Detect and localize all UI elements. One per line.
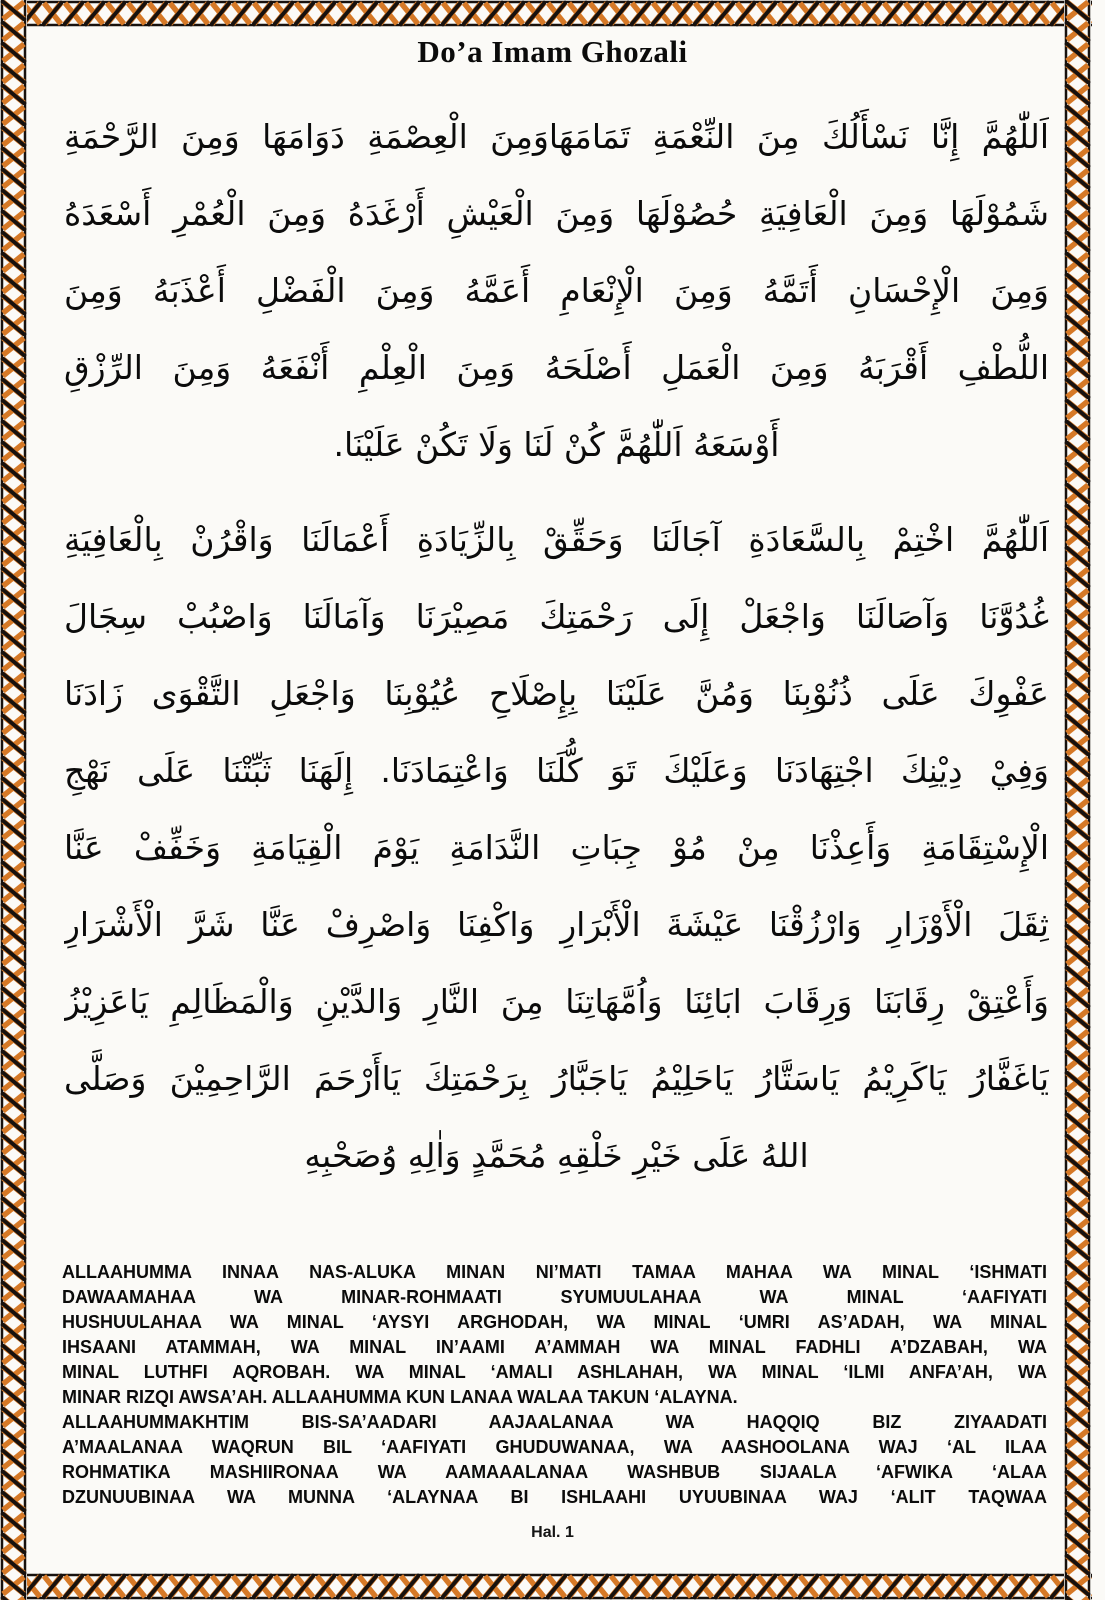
latin-line: ROHMATIKA MASHIIRONAA WA AAMAAALANAA WASHBUB SIJAALA ‘AFWIKA ‘ALAA <box>62 1462 1047 1482</box>
arabic-line: وَأَعْتِقْ رِقَابَنَا وَرِقَابَ ابَائِنَا وَاُمَّهَاتِنَا مِنَ النَّارِ وَالدَّيْنِ وَالْمَظَالِمِ يَاعَزِيْزُ <box>64 982 1049 1021</box>
arabic-line: وَفِيْ دِيْنِكَ اجْتِهَادَنَا وَعَلَيْكَ تَوَ كُّلَنَا وَاعْتِمَادَنَا. إِلَهَنَا ثَبِّتْنَا عَلَى نَهْجِ <box>64 751 1049 790</box>
arabic-line: شَمُوْلَهَا وَمِنَ الْعَافِيَةِ حُصُوْلَهَا وَمِنَ الْعَيْشِ أَرْغَدَهُ وَمِنَ الْعُمْرِ أَسْعَدَهُ <box>64 194 1049 233</box>
latin-line: ALLAAHUMMA INNAA NAS-ALUKA MINAN NI’MATI TAMAA MAHAA WA MINAL ‘ISHMATI <box>62 1262 1047 1282</box>
latin-line: ALLAAHUMMAKHTIM BIS-SA’AADARI AAJAALANAA WA HAQQIQ BIZ ZIYAADATI <box>62 1412 1047 1432</box>
arabic-line: الْإِسْتِقَامَةِ وَأَعِذْنَا مِنْ مُوْ جِبَاتِ النَّدَامَةِ يَوْمَ الْقِيَامَةِ وَخَفِّفْ عَنَّا <box>64 828 1049 867</box>
arabic-line: أَوْسَعَهُ اَللّٰهُمَّ كُنْ لَنَا وَلَا تَكُنْ عَلَيْنَا. <box>333 425 780 464</box>
knot-border-bottom-icon <box>0 1573 1092 1600</box>
knot-border-top-icon <box>0 0 1092 27</box>
knot-border-right-icon <box>1064 0 1091 1600</box>
arabic-line: وَمِنَ الْإِحْسَانِ أَتَمَّهُ وَمِنَ الْإِنْعَامِ أَعَمَّهُ وَمِنَ الْفَضْلِ أَعْذَبَهُ وَمِنَ <box>64 271 1049 310</box>
latin-line: HUSHUULAHAA WA MINAL ‘AYSYI ARGHODAH, WA MINAL ‘UMRI AS’ADAH, WA MINAL <box>62 1312 1047 1332</box>
arabic-line: غُدُوَّنَا وَآصَالَنَا وَاجْعَلْ إِلَى رَحْمَتِكَ مَصِيْرَنَا وَآمَالَنَا وَاصْبُبْ سِجَالَ <box>64 597 1049 636</box>
arabic-line: عَفْوِكَ عَلَى ذُنُوْبِنَا وَمُنَّ عَلَيْنَا بِإِصْلَاحِ عُيُوْبِنَا وَاجْعَلِ التَّقْوَى زَادَنَا <box>64 674 1049 713</box>
arabic-line: اَللّٰهُمَّ اخْتِمْ بِالسَّعَادَةِ آجَالَنَا وَحَقِّقْ بِالزِّيَادَةِ أَعْمَالَنَا وَاقْرُنْ بِالْعَافِيَةِ <box>64 520 1049 559</box>
arabic-prayer <box>64 98 1049 1194</box>
latin-line: DZUNUUBINAA WA MUNNA ‘ALAYNAA BI ISHLAAHI UYUUBINAA WAJ ‘ALIT TAQWAA <box>62 1487 1047 1507</box>
arabic-line: يَاغَفَّارُ يَاكَرِيْمُ يَاسَتَّارُ يَاحَلِيْمُ يَاجَبَّارُ بِرَحْمَتِكَ يَاأَرْحَمَ الرَّاحِمِيْنَ وَصَلَّى <box>64 1059 1049 1098</box>
page-title: Do’a Imam Ghozali <box>417 34 688 69</box>
latin-line: A’MAALANAA WAQRUN BIL ‘AAFIYATI GHUDUWANAA, WA AASHOOLANA WAJ ‘AL ILAA <box>62 1437 1047 1457</box>
latin-line: IHSAANI ATAMMAH, WA MINAL IN’AAMI A’AMMAH WA MINAL FADHLI A’DZABAH, WA <box>62 1337 1047 1357</box>
knot-border-left-icon <box>0 0 27 1600</box>
latin-line: MINAR RIZQI AWSA’AH. ALLAAHUMMA KUN LANAA WALAA TAKUN ‘ALAYNA. <box>62 1387 738 1407</box>
latin-transliteration <box>62 1260 1047 1510</box>
arabic-line: اللهُ عَلَى خَيْرِ خَلْقِهِ مُحَمَّدٍ وَاٰلِهِ وُصَحْبِهِ <box>304 1136 809 1175</box>
arabic-line: اَللّٰهُمَّ إِنَّا نَسْأَلُكَ مِنَ النِّعْمَةِ تَمَامَهَاوَمِنَ الْعِصْمَةِ دَوَامَهَا وَمِنَ الرَّحْمَةِ <box>64 117 1049 156</box>
latin-line: MINAL LUTHFI AQROBAH. WA MINAL ‘AMALI ASHLAHAH, WA MINAL ‘ILMI ANFA’AH, WA <box>62 1362 1047 1382</box>
page-number: Hal. 1 <box>531 1524 574 1541</box>
arabic-line: اللُّطْفِ أَقْرَبَهُ وَمِنَ الْعَمَلِ أَصْلَحَهُ وَمِنَ الْعِلْمِ أَنْفَعَهُ وَمِنَ الرِّزْقِ <box>64 348 1049 387</box>
arabic-line: ثِقَلَ الْأَوْزَارِ وَارْزُقْنَا عَيْشَةَ الْأَبْرَارِ وَاكْفِنَا وَاصْرِفْ عَنَّا شَرَّ الْأَشْرَارِ <box>64 905 1049 944</box>
latin-line: DAWAAMAHAA WA MINAR-ROHMAATI SYUMUULAHAA WA MINAL ‘AAFIYATI <box>62 1287 1047 1307</box>
